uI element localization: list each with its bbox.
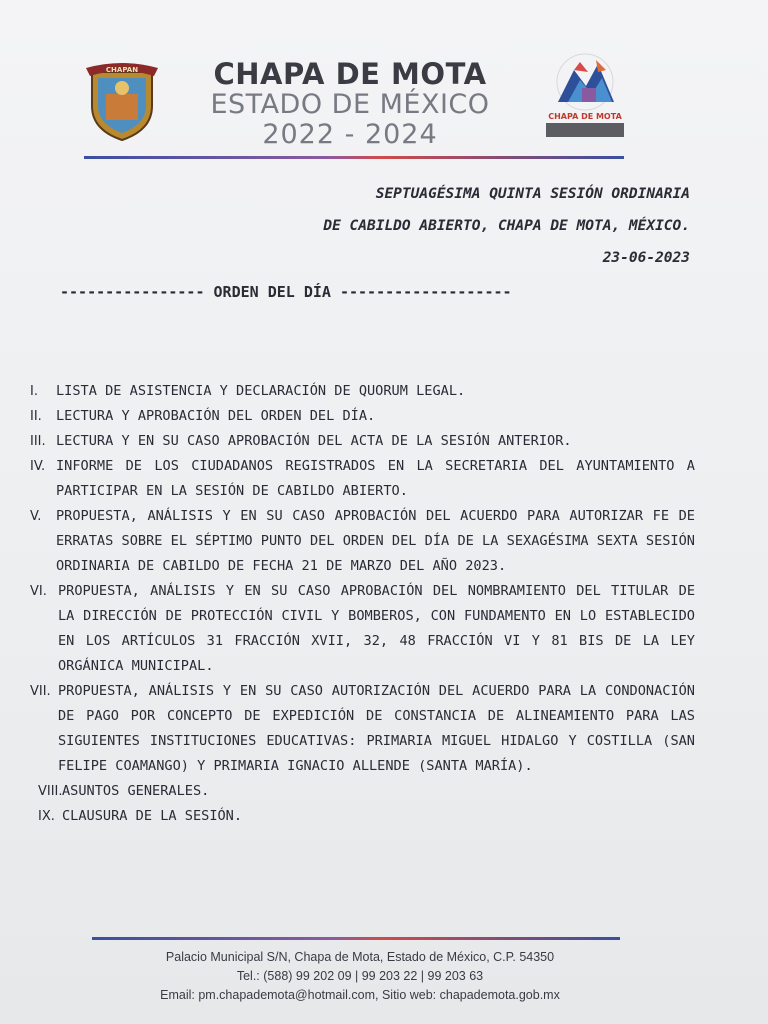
session-heading — [130, 178, 690, 274]
footer-phones: Tel.: (588) 99 202 09 | 99 203 22 | 99 203 63 — [236, 969, 484, 983]
agenda-item — [30, 679, 695, 779]
svg-text:CHAPAN: CHAPAN — [105, 66, 139, 74]
logo-subtitle-bar — [546, 123, 624, 137]
footer — [100, 948, 620, 1005]
agenda-item — [30, 504, 695, 579]
agenda-list — [30, 379, 695, 829]
administration-logo — [540, 50, 630, 145]
footer-divider — [92, 937, 620, 940]
agenda-item-number: III. — [30, 434, 46, 449]
agenda-item-text: CLAUSURA DE LA SESIÓN. — [62, 808, 243, 824]
agenda-item — [30, 579, 695, 679]
agenda-item-text: INFORME DE LOS CIUDADANOS REGISTRADOS EN LA SECRETARIA DEL AYUNTAMIENTO A PARTICIPAR EN LA SESIÓN DE CABILDO ABIERTO. — [56, 458, 695, 499]
session-title-line2: DE CABILDO ABIERTO, CHAPA DE MOTA, MÉXICO. — [323, 218, 690, 234]
agenda-item-text: LECTURA Y EN SU CASO APROBACIÓN DEL ACTA DE LA SESIÓN ANTERIOR. — [56, 433, 572, 449]
session-title-line1: SEPTUAGÉSIMA QUINTA SESIÓN ORDINARIA — [375, 186, 690, 202]
agenda-item — [30, 429, 695, 454]
agenda-item-text: LISTA DE ASISTENCIA Y DECLARACIÓN DE QUORUM LEGAL. — [56, 383, 466, 399]
agenda-item-number: I. — [30, 384, 38, 399]
agenda-item-text: PROPUESTA, ANÁLISIS Y EN SU CASO AUTORIZACIÓN DEL ACUERDO PARA LA CONDONACIÓN DE PAGO POR CONCEPTO DE EXPEDICIÓN DE CONSTANCIA DE ALINEAMIENTO PARA LAS SIGUIENTES INSTITUCIONES EDUCATIVAS: PRIMARIA MIGUEL HIDALGO Y COSTILLA (SAN FELIPE COAMANGO) Y PRIMARIA IGNACIO ALLENDE (SANTA MARÍA). — [58, 683, 695, 774]
agenda-item-text: PROPUESTA, ANÁLISIS Y EN SU CASO APROBACIÓN DEL ACUERDO PARA AUTORIZAR FE DE ERRATAS SOBRE EL SÉPTIMO PUNTO DEL ORDEN DEL DÍA DE LA SEXAGÉSIMA SEXTA SESIÓN ORDINARIA DE CABILDO DE FECHA 21 DE MARZO DEL AÑO 2023. — [56, 508, 695, 574]
header-divider — [84, 156, 624, 159]
footer-contact: Email: pm.chapademota@hotmail.com, Sitio web: chapademota.gob.mx — [160, 988, 560, 1002]
municipality-title: CHAPA DE MOTA — [213, 57, 487, 91]
agenda-item-text: PROPUESTA, ANÁLISIS Y EN SU CASO APROBACIÓN DEL NOMBRAMIENTO DEL TITULAR DE LA DIRECCIÓN DE PROTECCIÓN CIVIL Y BOMBEROS, CON FUNDAMENTO EN LO ESTABLECIDO EN LOS ARTÍCULOS 31 FRACCIÓN XVII, 32, 48 FRACCIÓN VI Y 81 BIS DE LA LEY ORGÁNICA MUNICIPAL. — [58, 583, 695, 674]
agenda-item-text: LECTURA Y APROBACIÓN DEL ORDEN DEL DÍA. — [56, 408, 376, 424]
logo-caption: CHAPA DE MOTA — [548, 112, 622, 121]
agenda-item — [30, 804, 695, 829]
agenda-item — [30, 379, 695, 404]
municipal-crest-logo — [84, 58, 160, 142]
agenda-item — [30, 404, 695, 429]
agenda-item-number: VII. — [30, 684, 51, 699]
agenda-item-number: VIII. — [38, 784, 63, 799]
agenda-item-text: ASUNTOS GENERALES. — [62, 783, 210, 799]
session-date: 23-06-2023 — [602, 250, 690, 266]
agenda-item-number: V. — [30, 509, 42, 524]
administration-period: 2022 - 2024 — [262, 119, 438, 150]
footer-address: Palacio Municipal S/N, Chapa de Mota, Estado de México, C.P. 54350 — [165, 950, 555, 964]
state-name: ESTADO DE MÉXICO — [210, 89, 490, 120]
agenda-item — [30, 454, 695, 504]
agenda-item-number: IX. — [38, 809, 55, 824]
agenda-item — [30, 779, 695, 804]
agenda-item-number: II. — [30, 409, 42, 424]
agenda-title: ---------------- ORDEN DEL DÍA ------------------- — [60, 283, 512, 301]
agenda-item-number: VI. — [30, 584, 47, 599]
agenda-item-number: IV. — [30, 459, 46, 474]
header-title-block — [170, 58, 530, 150]
